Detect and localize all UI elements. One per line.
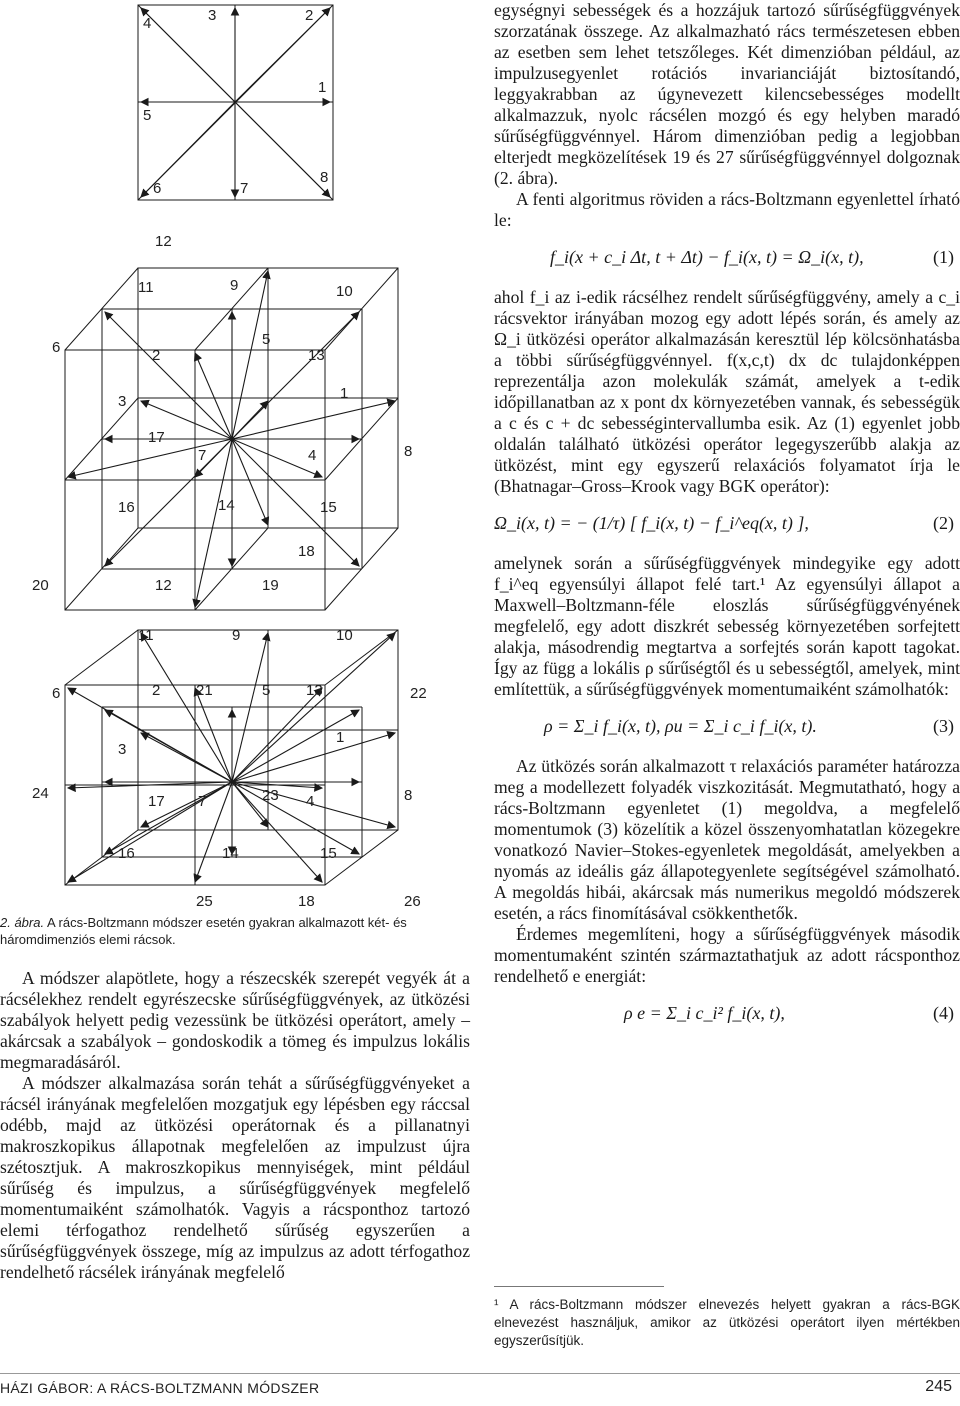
running-head: HÁZI GÁBOR: A RÁCS-BOLTZMANN MÓDSZER [0,1380,320,1396]
d3q19-label: 4 [308,447,317,464]
equation-body: f_i(x + c_i Δt, t + Δt) − f_i(x, t) = Ω_i(x, t), [550,247,864,267]
d3q27-label: 8 [404,787,413,804]
d3q27-label: 4 [306,793,315,810]
equation-number: (4) [933,1003,954,1023]
footnote: ¹ A rács-Boltzmann módszer elnevezés helyett gyakran a rács-BGK elnevezést használjuk, amikor az ütközési operátort ilyen mértékben egyszerűsítjük. [494,1297,960,1348]
d2q9-label: 3 [208,7,217,24]
d3q19-label: 5 [262,331,271,348]
d3q19-label: 16 [118,499,135,516]
d2q9-label: 5 [143,107,152,124]
equation-3 [494,706,960,750]
paragraph: A módszer alapötlete, hogy a részecskék szerepét vegyék át a rácsélekhez rendelt egyrészecske sűrűségfüggvények, az ütközési szabályok helyett pedig vezessünk be ütközési operátort, amely – akárcsak a szabályok – gondoskodik a tömeg és impulzus lokális megmaradásáról. [0,968,470,1072]
d3q27-label: 18 [298,893,315,910]
equation-number: (3) [933,716,954,736]
d3q19-label: 9 [230,277,239,294]
equation-4 [494,993,960,1037]
d2q9-label: 6 [153,180,162,197]
d3q19-label: 19 [262,577,279,594]
d3q19-label: 3 [118,393,127,410]
d2q9-label: 2 [305,7,314,24]
right-column [494,0,960,1043]
d3q27-label: 21 [196,682,213,699]
left-column [0,968,470,1283]
d3q19-label: 14 [218,497,235,514]
caption-text: A rács-Boltzmann módszer esetén gyakran alkalmazott két- és háromdimenziós elemi rácsok. [0,915,407,947]
lattice-figure-svg [0,0,440,920]
d3q27-label: 3 [118,741,127,758]
equation-body: Ω_i(x, t) = − (1/τ) [ f_i(x, t) − f_i^eq(x, t) ], [494,513,809,533]
d3q19-label: 10 [336,283,353,300]
d3q27-label: 9 [232,627,241,644]
d3q27-label: 10 [336,627,353,644]
d3q27-label: 22 [410,685,427,702]
paragraph: A fenti algoritmus röviden a rács-Boltzmann egyenlettel írható le: [494,189,960,230]
paragraph: A módszer alkalmazása során tehát a sűrűségfüggvényeket a rácsél irányának megfelelően mozgatjuk egy lépésben egy ráccsal odébb, majd az ütközési operátornak és a pillanatnyi makroszkopikus állapotnak megfelelően az impulzust újra szétosztjuk. A makroszkopikus mennyiségek, mint például sűrűség és impulzus, a sűrűségfüggvények megfelelő momentumaiként számolhatók. Vagyis a rácsponthoz tartozó elemi térfogathoz rendelhető sűrűség egyszerűen a sűrűségfüggvények összege, míg az impulzus az adott térfogathoz rendelhető rácsélek irányának megfelelő [0,1073,470,1282]
equation-number: (2) [933,513,954,533]
d2q9-label: 8 [320,169,329,186]
paragraph: Az ütközés során alkalmazott τ relaxációs paraméter határozza meg a modellezett folyadék viszkozitását. Megmutatható, hogy a rács-Boltzmann egyenletet (1) megoldva, a megfelelő momentumok (3) közelítik a közel összenyomhatatlan közegekre vonatkozó Navier–Stokes-egyenletek megoldását, amelyekben a nyomás az ideális gáz állapotegyenlete segítségével számolható. A megoldás hibái, akárcsak más numerikus megoldó módszerek esetén, a rács finomításával csökkenthetők. [494,756,960,923]
d3q27-label: 6 [52,685,61,702]
d3q27-label: 1 [336,729,345,746]
d2q9-label: 4 [143,15,152,32]
equation-body: ρ e = Σ_i c_i² f_i(x, t), [624,1003,785,1023]
d3q19-label: 13 [308,347,325,364]
d3q27-label: 23 [262,787,279,804]
d3q27-label: 26 [404,893,421,910]
d3q27-label: 25 [196,893,213,910]
d3q19-label: 18 [298,543,315,560]
d3q19-label: 12 [155,577,172,594]
footnote-rule [494,1286,664,1287]
d3q27-label: 16 [118,845,135,862]
page-number: 245 [925,1378,952,1395]
paragraph: Érdemes megemlíteni, hogy a sűrűségfüggvények második momentumaként szintén származtathatjuk az adott rácsponthoz rendelhető e energiát: [494,924,960,986]
d2q9-label: 7 [240,180,249,197]
d3q19-label: 7 [198,447,207,464]
d3q27-label: 15 [320,845,337,862]
equation-number: (1) [933,247,954,267]
paragraph: amelynek során a sűrűségfüggvények mindegyike egy adott f_i^eq egyensúlyi állapot felé tart.¹ Az egyensúlyi állapot a Maxwell–Boltzmann-féle eloszlás sűrűségfüggvényének megfelelő, egy adott diszkrét sebesség környezetében sorfejtett alakja, másodrendig megtartva a sorfejtés során kapott tagokat. Így az függ a lokális ρ sűrűségtől és u sebességtől, amelyek, mint említettük, a sűrűségfüggvények momentumaiként számolhatók: [494,553,960,699]
d3q19-label: 15 [320,499,337,516]
d3q27-label: 5 [262,682,271,699]
footer-rule [0,1373,960,1374]
equation-1 [494,237,960,281]
d3q19-label: 6 [52,339,61,356]
d3q19-label: 1 [340,385,349,402]
d3q27-label: 7 [198,793,207,810]
paragraph: ahol f_i az i-edik rácsélhez rendelt sűrűségfüggvény, amely a c_i rácsvektor irányában mozog egy adott lépés során, és amely az Ω_i ütközési operátor alkalmazásán keresztül lép kölcsönhatásba a többi sűrűségfüggvénnyel. f(x,c,t) dx dc tulajdonképpen reprezentálja azon molekulák számát, amelyek a t-edik időpillanatban az x pont dx környezetében vannak, és sebességük a c és c + dc sebességintervallumba esik. Az (1) egyenlet jobb oldalán található ütközési operátor legegyszerűbb alakja az ütközést, mint egy egyszerű relaxációs folyamatot írja le (Bhatnagar–Gross–Krook vagy BGK operátor): [494,287,960,496]
figure-caption [0,914,470,948]
d3q19-label: 8 [404,443,413,460]
paragraph: egységnyi sebességek és a hozzájuk tartozó sűrűségfüggvények szorzatának összege. Az alkalmazható rács természetesen ebben az esetben sem lehet tetszőleges. Két dimenzióban például, az impulzusegyenlet rotációs invarianciáját biztosítandó, leggyakrabban az úgynevezett kilencsebességes modellt alkalmazzuk, nyolc rácsélen mozgó és egy helyben maradó sűrűségfüggvénnyel. Három dimenzióban pedig a legjobban elterjedt megközelítések 19 és 27 sűrűségfüggvénnyel dolgoznak (2. ábra). [494,0,960,188]
equation-2 [494,503,960,547]
equation-body: ρ = Σ_i f_i(x, t), ρu = Σ_i c_i f_i(x, t). [544,716,817,736]
d3q27-label: 17 [148,793,165,810]
d3q19-label: 17 [148,429,165,446]
d3q19-label: 12 [155,233,172,250]
d3q27-label: 11 [138,627,154,644]
d3q27-label: 24 [32,785,49,802]
d3q27-label: 2 [152,682,161,699]
d3q19-label: 2 [152,347,161,364]
lattice-figure [0,0,440,920]
d3q19-label: 20 [32,577,49,594]
d3q27-label: 13 [306,682,323,699]
d3q27-label: 14 [222,845,239,862]
d2q9-label: 1 [318,79,327,96]
caption-label: 2. ábra. [0,915,45,930]
d3q19-label: 11 [138,279,154,296]
